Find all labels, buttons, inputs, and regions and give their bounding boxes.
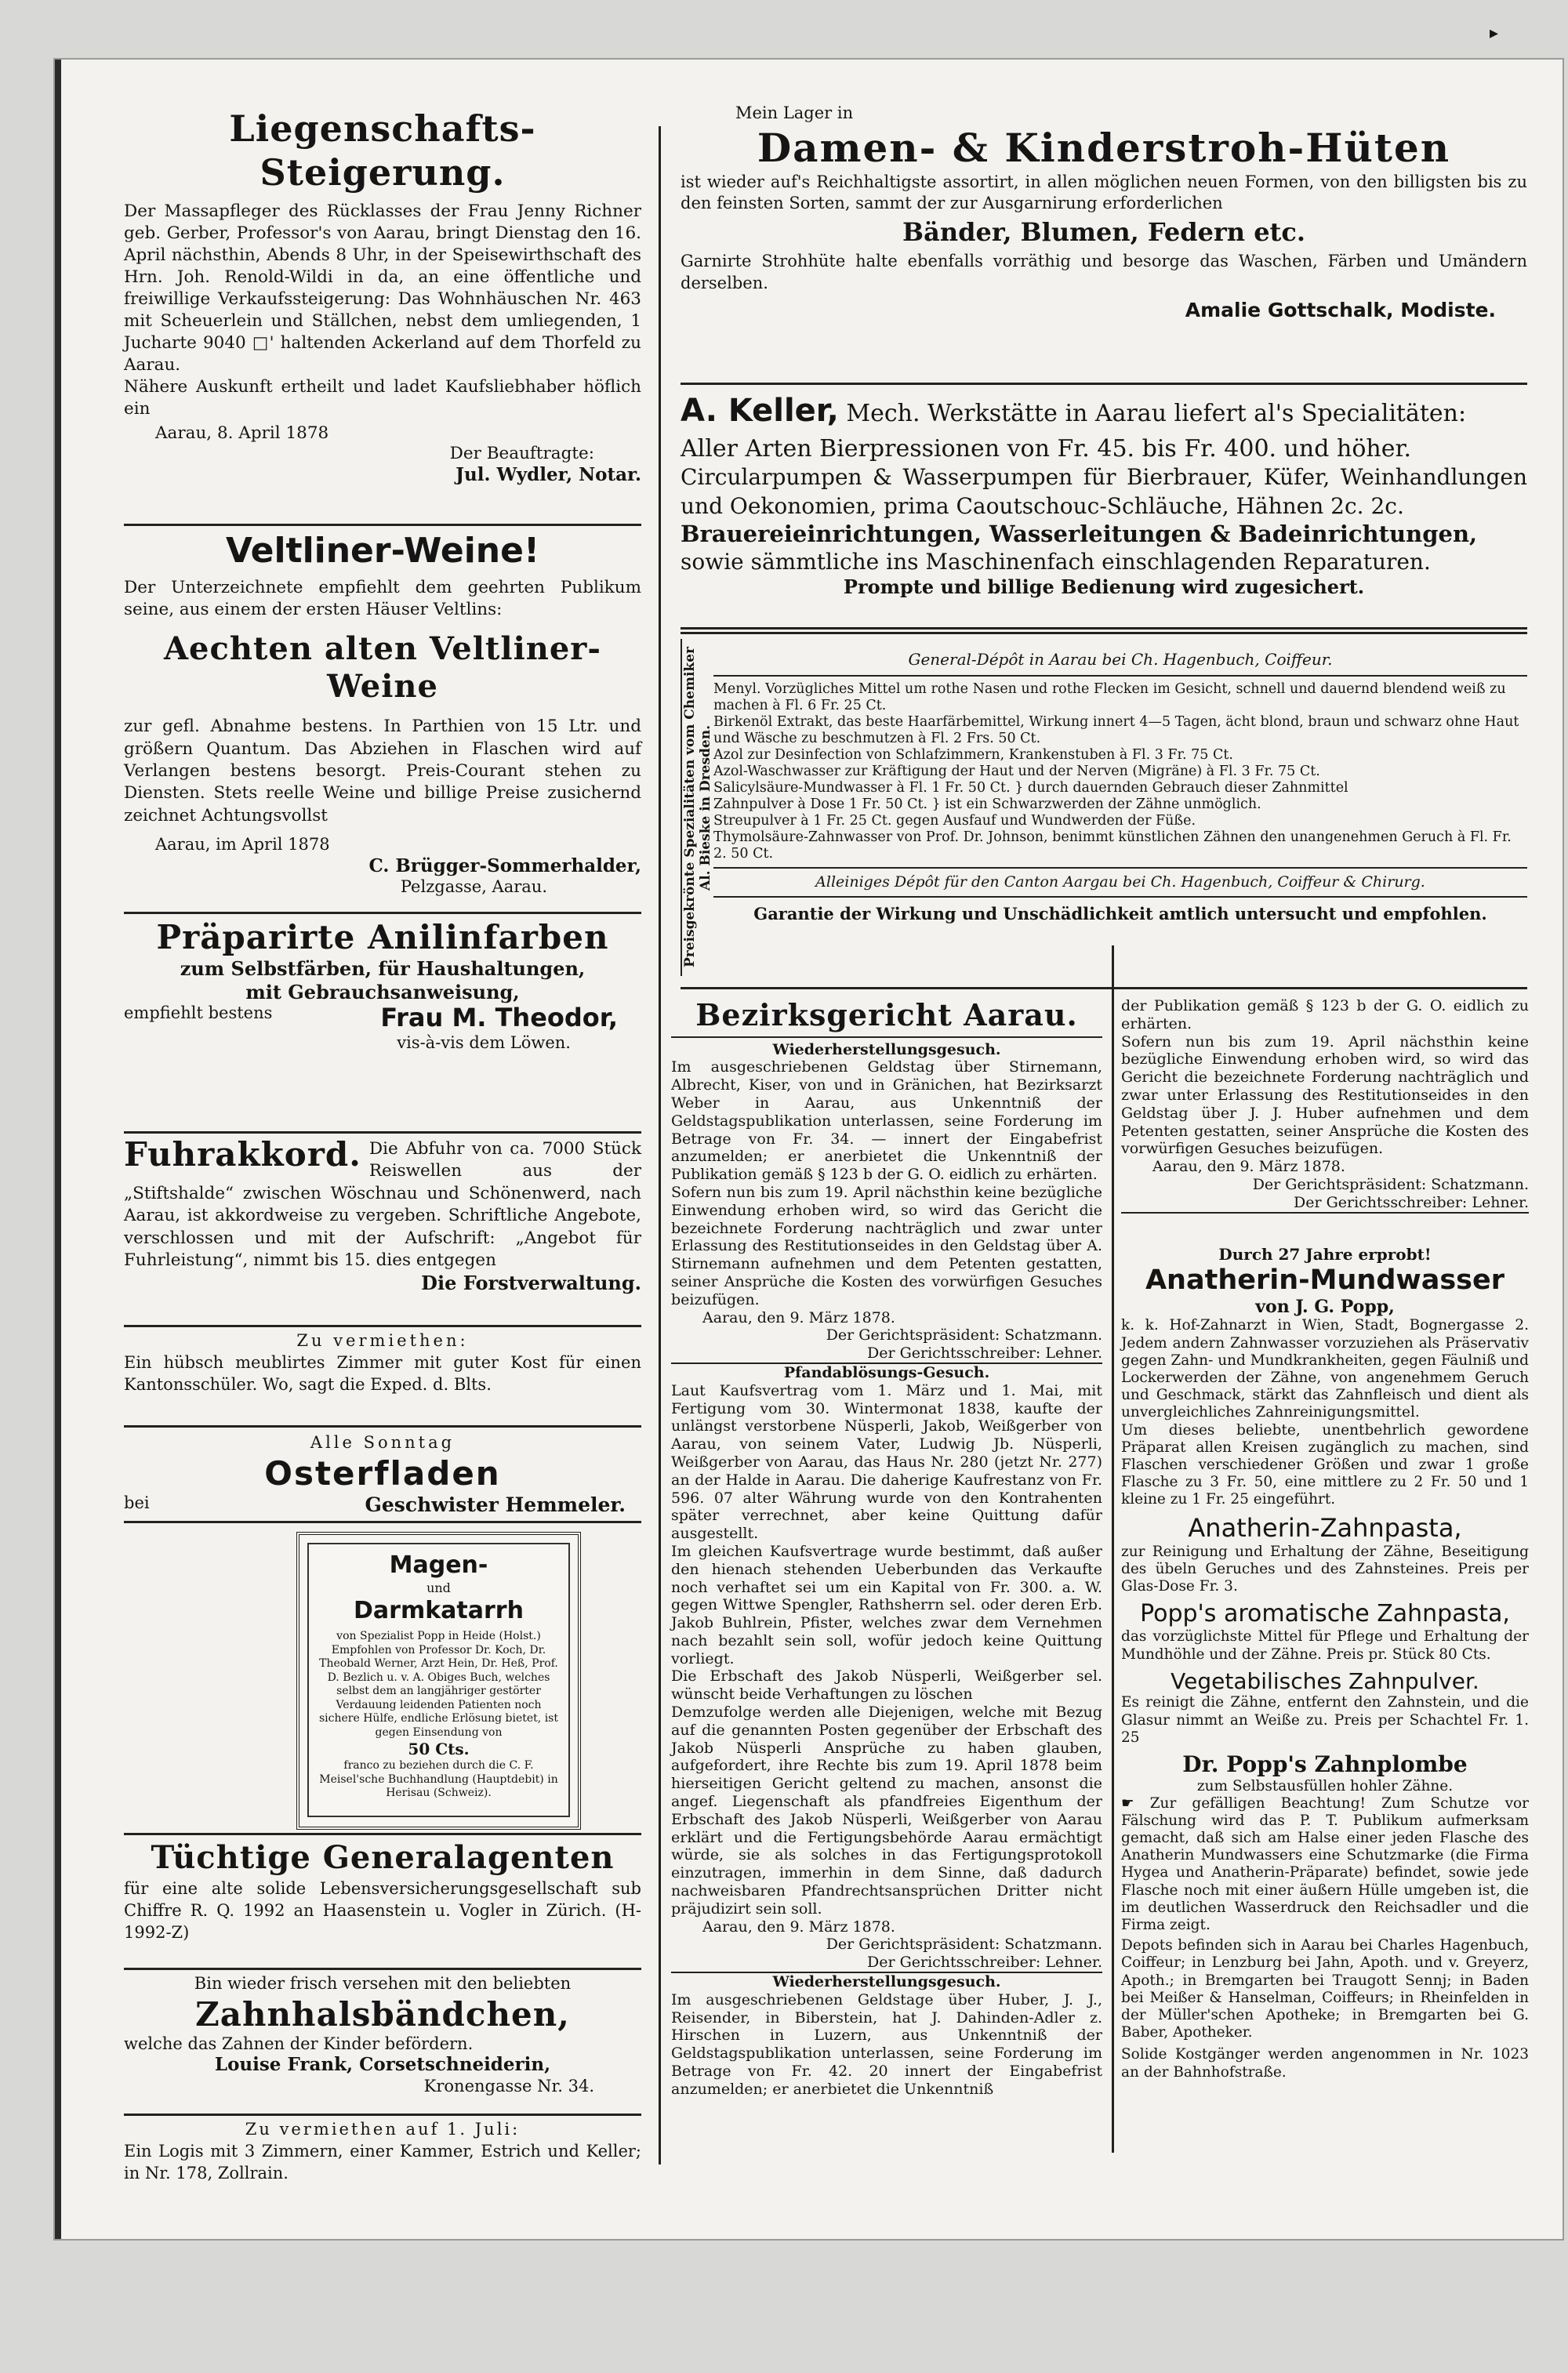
ad-title: Dr. Popp's Zahnplombe — [1182, 1751, 1468, 1777]
ad-price: 50 Cts. — [408, 1740, 470, 1758]
ad-addr: Kronengasse Nr. 34. — [423, 2076, 594, 2095]
ad-items — [713, 681, 1527, 862]
ad-body: für eine alte solide Lebensversicherungsgesellschaft sub Chiffre R. Q. 1992 an Haasenstein u. Vogler in Zürich. (H-1992-Z) — [124, 1878, 641, 1943]
ad-line: Mech. Werkstätte in Aarau liefert al's Specialitäten: — [846, 400, 1467, 427]
notice-body: Sofern nun bis zum 19. April nächsthin keine bezügliche Einwendung erhoben wird, so wird das Gericht die bezeichnete Forderung nachträglich und zwar unter Erlassung des Restitutionseides in den Geldstag über A. Stirnemann aufnehmen und dem Petenten gestatten, seiner Ansprüche die Kosten des vorwürfigen Gesuches beizufügen. — [671, 1183, 1102, 1308]
divider — [124, 1833, 641, 1835]
notice-date: Aarau, den 9. März 1878. — [1152, 1158, 1345, 1176]
ad-body: Solide Kostgänger werden angenommen in Nr. 1023 an der Bahnhofstraße. — [1121, 2046, 1529, 2081]
ad-zahnhals — [124, 1974, 641, 2096]
ad-title: Zahnhalsbändchen, — [195, 1994, 570, 2034]
ad-body: welche das Zahnen der Kinder befördern. — [124, 2034, 474, 2053]
ad-sig: Der Beauftragte: — [449, 443, 594, 463]
notice-sig: Der Gerichtsschreiber: Lehner. — [671, 1344, 1102, 1364]
ad-title: Popp's aromatische Zahnpasta, — [1140, 1600, 1510, 1628]
list-item: Azol-Waschwasser zur Kräftigung der Haut und der Nerven (Migräne) à Fl. 3 Fr. 75 Ct. — [713, 764, 1320, 779]
divider — [124, 912, 641, 914]
notice-bezirksgericht — [671, 997, 1102, 2099]
ad-date: Aarau, im April 1878 — [155, 835, 330, 854]
notice-body: Im gleichen Kaufsvertrage wurde bestimmt, daß außer den hienach stehenden Ueberbunden das Verkaufte noch verhaftet sei um ein Kapital von Fr. 300. a. W. gegen Wittwe Spengler, Rathsherrn sel. oder deren Erb. Jakob Buhlrein, Pfister, welches zwar dem Vernehmen nach bezahlt sein soll, wofür jedoch keine Quittung vorliegt. — [671, 1542, 1102, 1667]
ad-body: Der Massapfleger des Rücklasses der Frau Jenny Richner geb. Gerber, Professor's von Aarau, bringt Dienstag den 16. April nächsthin, Abends 8 Uhr, in der Speisewirthschaft des Hrn. Joh. Renold-Wildi in da, an eine öffentliche und freiwillige Verkaufssteigerung: Das Wohnhäuschen Nr. 463 mit Scheuerlein und Ställchen, nebst dem umliegenden, 1 Jucharte 9040 □' haltenden Ackerland auf dem Thorfeld zu Aarau. — [124, 201, 641, 375]
ad-osterfladen — [124, 1433, 641, 1517]
ad-body: ist wieder auf's Reichhaltigste assortirt, in allen möglichen neuen Formen, von den billigsten bis zu den feinsten Sorten, sammt der zur Ausgarnirung erforderlichen — [681, 172, 1527, 212]
ad-addr: vis-à-vis dem Löwen. — [397, 1033, 571, 1053]
ad-body: Um dieses beliebte, unentbehrlich gewordene Präparat allen Kreisen zugänglich zu machen, sind Flaschen verschiedener Größen und zwar 1 große Flasche zu 3 Fr. 50, eine mittlere zu 2 Fr. 50 und 1 kleine zu 1 Fr. 25 eingeführt. — [1121, 1421, 1529, 1508]
ad-body: Es reinigt die Zähne, entfernt den Zahnstein, und die Glasur nimmt an Weiße zu. Preis per Schachtel Fr. 1. 25 — [1121, 1694, 1529, 1746]
ad-line: zum Selbstfärben, für Haushaltungen, — [180, 957, 586, 981]
ad-items: Bänder, Blumen, Federn etc. — [902, 217, 1305, 248]
divider — [124, 1425, 641, 1428]
ad-line — [681, 392, 1527, 430]
list-item: Salicylsäure-Mundwasser à Fl. 1 Fr. 50 Ct. } durch dauernden Gebrauch dieser Zahnmittel — [713, 780, 1348, 796]
notice-sig: Der Gerichtspräsident: Schatzmann. — [1252, 1175, 1529, 1193]
notice-date: Aarau, den 9. März 1878. — [702, 1918, 895, 1936]
ad-logis — [124, 2120, 641, 2184]
notice-sig: Der Gerichtsschreiber: Lehner. — [671, 1954, 1102, 1973]
ad-addr: Pelzgasse, Aarau. — [400, 876, 547, 896]
divider — [124, 1521, 641, 1523]
divider — [681, 383, 1527, 385]
notice-heading: Wiederherstellungsgesuch. — [772, 1973, 1001, 1991]
notice-sig: Der Gerichtsschreiber: Lehner. — [1121, 1194, 1529, 1214]
ad-side-text: Preisgekrönte Spezialitäten vom Chemiker Al. Bieske in Dresden. — [681, 639, 706, 976]
column-divider-right — [1112, 945, 1114, 2153]
notice-date: Aarau, den 9. März 1878. — [702, 1308, 895, 1326]
ad-line: empfiehlt bestens — [124, 1003, 273, 1022]
divider — [124, 1968, 641, 1970]
notice-body: Die Erbschaft des Jakob Nüsperli, Weißgerber sel. wünscht beide Verhaftungen zu löschen — [671, 1667, 1102, 1704]
ad-body: Ein Logis mit 3 Zimmern, einer Kammer, Estrich und Keller; in Nr. 178, Zollrain. — [124, 2141, 641, 2183]
ad-body: ☛ Zur gefälligen Beachtung! Zum Schutze vor Fälschung wird das P. T. Publikum aufmerksam gemacht, daß sich am Halse einer jeden Flasche des Anatherin Mundwassers eine Schutzmarke (die Firma Hygea und Anatherin-Präparate) befindet, sowie jede Flasche noch mit einer äußern Hülle umgeben ist, die im deutlichen Wasserdruck den Reichsadler und die Firma zeigt. — [1121, 1794, 1529, 1934]
ad-body: von Spezialist Popp in Heide (Holst.) Empfohlen von Professor Dr. Koch, Dr. Theobald Werner, Arzt Hein, Dr. Heß, Prof. D. Bezlich u. v. A. Obiges Buch, welches selbst dem an langjähriger gestörter Verdauung leidenden Patienten noch sichere Hülfe, endliche Erlösung bietet, ist gegen Einsendung von — [318, 1630, 558, 1739]
list-item: Menyl. Vorzügliches Mittel um rothe Nasen und rothe Flecken im Gesicht, schnell und dauernd blendend weiß zu machen à Fl. 6 Fr. 25 Ct. — [713, 681, 1506, 713]
divider — [124, 2114, 641, 2116]
notice-body: Im ausgeschriebenen Geldstag über Stirnemann, Albrecht, Kiser, von und in Gränichen, hat Bezirksarzt Weber in Aarau, aus Unkenntniß der Geldstagspublikation unterlassen, seine Forderung im Betrage von Fr. 34. — innert der Eingabefrist anzumelden; er anerbietet die Unkenntniß der Publikation gemäß § 123 b der G. O. eidlich zu erhärten. — [671, 1058, 1102, 1184]
ad-line — [124, 1493, 641, 1514]
ad-body: das vorzüglichste Mittel für Pflege und Erhaltung der Mundhöhle und der Zähne. Preis pr. Stück 80 Cts. — [1121, 1628, 1529, 1663]
ad-line: sowie sämmtliche ins Maschinenfach einschlagenden Reparaturen. — [681, 548, 1431, 575]
ad-strohhut — [681, 103, 1527, 322]
ad-pre: Durch 27 Jahre erprobt! — [1218, 1245, 1432, 1264]
ad-head: Alle Sonntag — [310, 1433, 456, 1452]
ad-pre: bei — [124, 1493, 150, 1512]
ad-by: von J. G. Popp, — [1255, 1297, 1395, 1317]
ad-headline: Aechten alten Veltliner-Weine — [164, 630, 601, 706]
ad-head: Zu vermiethen auf 1. Juli: — [245, 2120, 521, 2139]
ad-head: Zu vermiethen: — [296, 1331, 469, 1350]
ad-title: Darmkatarrh — [354, 1596, 524, 1624]
list-item: Thymolsäure-Zahnwasser von Prof. Dr. Johnson, benimmt künstlichen Zähnen den unangenehmen Geruch à Fl. Fr. 2. 50 Ct. — [713, 829, 1512, 862]
newspaper-page — [55, 60, 1563, 2239]
ad-body: Depots befinden sich in Aarau bei Charles Hagenbuch, Coiffeur; in Lenzburg bei Jahn, Apoth. und v. Greyerz, Apoth.; in Bremgarten bei Traugott Sennj; in Baden bei Meißer & Hanselman, Coiffeurs; in Rheinfelden in der Müller'schen Apotheke; in Bremgarten bei G. Baber, Apotheker. — [1121, 1937, 1529, 2041]
ad-title: Tüchtige Generalagenten — [151, 1839, 615, 1876]
notice-body: der Publikation gemäß § 123 b der G. O. eidlich zu erhärten. — [1121, 997, 1529, 1032]
divider — [681, 627, 1527, 630]
ad-title: Osterfladen — [264, 1453, 501, 1493]
divider — [124, 1325, 641, 1327]
notice-body: Sofern nun bis zum 19. April nächsthin keine bezügliche Einwendung erhoben wird, so wird das Gericht die bezeichnete Forderung nachträglich und zwar unter Erlassung des Restitutionseides in den Geldstag über J. J. Huber aufnehmen und dem Petenten gestatten, seiner Ansprüche die Kosten des vorwürfigen Gesuches beizufügen. — [1121, 1032, 1529, 1158]
ad-liegenschaft — [124, 107, 641, 486]
ad-fuhrakkord — [124, 1135, 641, 1295]
ad-body: zur gefl. Abnahme bestens. In Parthien von 15 Ltr. und größern Quantum. Das Abziehen in Flaschen wird auf Verlangen bestens besorgt. Preis-Courant stehen zu Diensten. Stets reelle Weine und billige Preise zusichernd zeichnet Achtungsvollst — [124, 717, 641, 825]
ad-body: k. k. Hof-Zahnarzt in Wien, Stadt, Bognergasse 2. Jedem andern Zahnwasser vorzuziehen als Präservativ gegen Zahn- und Mundkrankheiten, gegen Fäulniß und Lockerwerden der Zähne, von angenehmem Geruch und Geschmack, stärkt das Zahnfleisch und dient als unvergleichliches Zahnreinigungsmittel. — [1121, 1317, 1529, 1421]
ad-veltliner — [124, 530, 641, 897]
ad-line: Aller Arten Bierpressionen von Fr. 45. bis Fr. 400. und höher. — [681, 434, 1412, 463]
ad-body: zum Selbstausfüllen hohler Zähne. — [1196, 1777, 1454, 1794]
ad-line: Prompte und billige Bedienung wird zugesichert. — [843, 575, 1365, 598]
list-item: Streupulver à 1 Fr. 25 Ct. gegen Ausfauf und Wundwerden der Füße. — [713, 813, 1196, 829]
ad-hagenbuch-box — [681, 632, 1527, 989]
ad-zimmer — [124, 1331, 641, 1395]
ad-name: Geschwister Hemmeler. — [365, 1493, 626, 1516]
notice-body: Im ausgeschriebenen Geldstage über Huber, J. J., Reisender, in Biberstein, hat J. Dahinden-Adler z. Hirschen in Luzern, aus Unkenntniß der Geldstagspublikation unterlassen, seine Forderung im Betrage von Fr. 42. 20 innert der Eingabefrist anzumelden; er anerbietet die Unkenntniß — [671, 1990, 1102, 2098]
ad-depot: General-Dépôt in Aarau bei Ch. Hagenbuch, Coiffeur. — [713, 634, 1527, 677]
ad-line: Brauereieinrichtungen, Wasserleitungen & Badeinrichtungen, — [681, 521, 1478, 548]
page-corner-mark: ▸ — [1490, 24, 1499, 43]
pointing-hand-icon: ☛ — [1121, 1794, 1150, 1812]
ad-magen-box — [296, 1532, 581, 1830]
notice-body: Demzufolge werden alle Diejenigen, welche mit Bezug auf die genannten Posten gegenüber der Erbschaft des Jakob Nüsperli Ansprüche zu haben glauben, aufgefordert, ihre Rechte bis zum 19. April 1878 beim hierseitigen Gericht geltend zu machen, ansonst die angef. Liegenschaft als pfandfreies Eigenthum der Erbschaft des Jakob Nüsperli, Weißgerber von Aarau erklärt und die Fertigungsbehörde Aarau ermächtigt würde, sie als solches in das Fertigungsprotokoll einzutragen, immerhin in dem Sinne, daß dadurch nachweisbaren Pfandrechtsansprüchen Dritter nicht präjudizirt sein soll. — [671, 1704, 1102, 1918]
notice-sig: Der Gerichtspräsident: Schatzmann. — [826, 1326, 1102, 1344]
ad-title: Damen- & Kinderstroh-Hüten — [757, 124, 1451, 171]
notice-title: Bezirksgericht Aarau. — [671, 997, 1102, 1038]
ad-sig: Die Forstverwaltung. — [421, 1272, 641, 1295]
list-item: Azol zur Desinfection von Schlafzimmern, Krankenstuben à Fl. 3 Fr. 75 Ct. — [713, 747, 1233, 763]
ad-body: zur Reinigung und Erhaltung der Zähne, Beseitigung des übeln Geruches und des Zahnsteines. Preis per Glas-Dose Fr. 3. — [1121, 1543, 1529, 1595]
ad-intro: Bin wieder frisch versehen mit den beliebten — [194, 1974, 572, 1993]
notice-bezirksgericht-cont — [1121, 997, 1529, 1214]
ad-garantie: Garantie der Wirkung und Unschädlichkeit amtlich untersucht und empfohlen. — [713, 896, 1527, 923]
ad-pre: Mein Lager in — [735, 103, 854, 122]
ad-hagenbuch-main — [713, 634, 1527, 923]
ad-title: Präparirte Anilinfarben — [156, 918, 609, 956]
ad-body: Die Abfuhr von ca. 7000 Stück Reiswellen aus der „Stiftshalde“ zwischen Wöschnau und Schönenwerd, nach Aarau, ist akkordweise zu vergeben. Schriftliche Angebote, verschlossen und mit der Aufschrift: „Angebot für Fuhrleistung“, nimmt bis 15. dies entgegen — [124, 1139, 641, 1270]
ad-title: Anatherin-Zahnpasta, — [1188, 1513, 1462, 1544]
ad-line: Circularpumpen & Wasserpumpen für Bierbrauer, Küfer, Weinhandlungen und Oekonomien, prima Caoutschouc-Schläuche, Hähnen 2c. 2c. — [681, 464, 1527, 519]
divider — [124, 1131, 641, 1134]
ad-title: Anatherin-Mundwasser — [1145, 1265, 1505, 1296]
ad-sig: Amalie Gottschalk, Modiste. — [1185, 298, 1496, 321]
ad-name: A. Keller, — [681, 393, 839, 429]
ad-title: Vegetabilisches Zahnpulver. — [1171, 1667, 1479, 1694]
ad-body: Nähere Auskunft ertheilt und ladet Kaufsliebhaber höflich ein — [124, 376, 641, 419]
ad-popp — [1121, 1245, 1529, 2081]
notice-sig: Der Gerichtspräsident: Schatzmann. — [826, 1936, 1102, 1954]
ad-line: mit Gebrauchsanweisung, — [245, 980, 520, 1003]
ad-title: Magen- — [389, 1551, 488, 1579]
ad-date: Aarau, 8. April 1878 — [155, 423, 329, 443]
divider — [124, 524, 641, 526]
ad-name: Frau M. Theodor, — [380, 1003, 618, 1033]
notice-body: Laut Kaufsvertrag vom 1. März und 1. Mai, mit Fertigung vom 30. Wintermonat 1838, kaufte der unlängst verstorbene Nüsperli, Jakob, Weißgerber von Aarau, von seinem Vater, Ludwig Jb. Nüsperli, Weißgerber von Aarau, das Haus Nr. 280 (jetzt Nr. 277) an der Halde in Aarau. Die daherige Kaufrestanz von Fr. 596. 07 alter Währung wurde von den Kontrahenten später verrechnet, aber keine Quittung dafür ausgestellt. — [671, 1381, 1102, 1543]
ad-name: Louise Frank, Corsetschneiderin, — [214, 2054, 551, 2076]
notice-heading: Pfandablösungs-Gesuch. — [783, 1363, 990, 1381]
ad-sig: C. Brügger-Sommerhalder, — [368, 854, 641, 876]
ad-sig: Jul. Wydler, Notar. — [456, 464, 641, 486]
notice-heading: Wiederherstellungsgesuch. — [772, 1040, 1001, 1058]
ad-body: franco zu beziehen durch die C. F. Meisel'sche Buchhandlung (Hauptdebit) in Herisau (Schweiz). — [319, 1759, 558, 1799]
ad-body: Der Unterzeichnete empfiehlt dem geehrten Publikum seine, aus einem der ersten Häuser Veltlins: — [124, 577, 641, 619]
ad-title: Liegenschafts-Steigerung. — [229, 107, 536, 194]
ad-body: Garnirte Strohhüte halte ebenfalls vorräthig und besorge das Waschen, Färben und Umändern derselben. — [681, 252, 1527, 292]
ad-foot: Alleiniges Dépôt für den Canton Aargau bei Ch. Hagenbuch, Coiffeur & Chirurg. — [713, 867, 1527, 891]
column-divider — [659, 126, 661, 2164]
ad-title: Fuhrakkord. — [124, 1135, 361, 1174]
list-item: Zahnpulver à Dose 1 Fr. 50 Ct. } ist ein Schwarzwerden der Zähne unmöglich. — [713, 796, 1261, 812]
list-item: Birkenöl Extrakt, das beste Haarfärbemittel, Wirkung innert 4—5 Tagen, ächt blond, braun und schwarz ohne Haut und Wäsche zu beschmutzen à Fl. 2 Frs. 50 Ct. — [713, 714, 1519, 746]
ad-title: Veltliner-Weine! — [225, 531, 540, 571]
ad-body: Ein hübsch meublirtes Zimmer mit guter Kost für einen Kantonsschüler. Wo, sagt die Exped. d. Blts. — [124, 1352, 641, 1394]
ad-anilin — [124, 917, 641, 1054]
ad-keller — [681, 392, 1527, 598]
ad-title: und — [426, 1580, 451, 1595]
ad-agenten — [124, 1839, 641, 1944]
ad-magen-inner — [307, 1543, 570, 1817]
